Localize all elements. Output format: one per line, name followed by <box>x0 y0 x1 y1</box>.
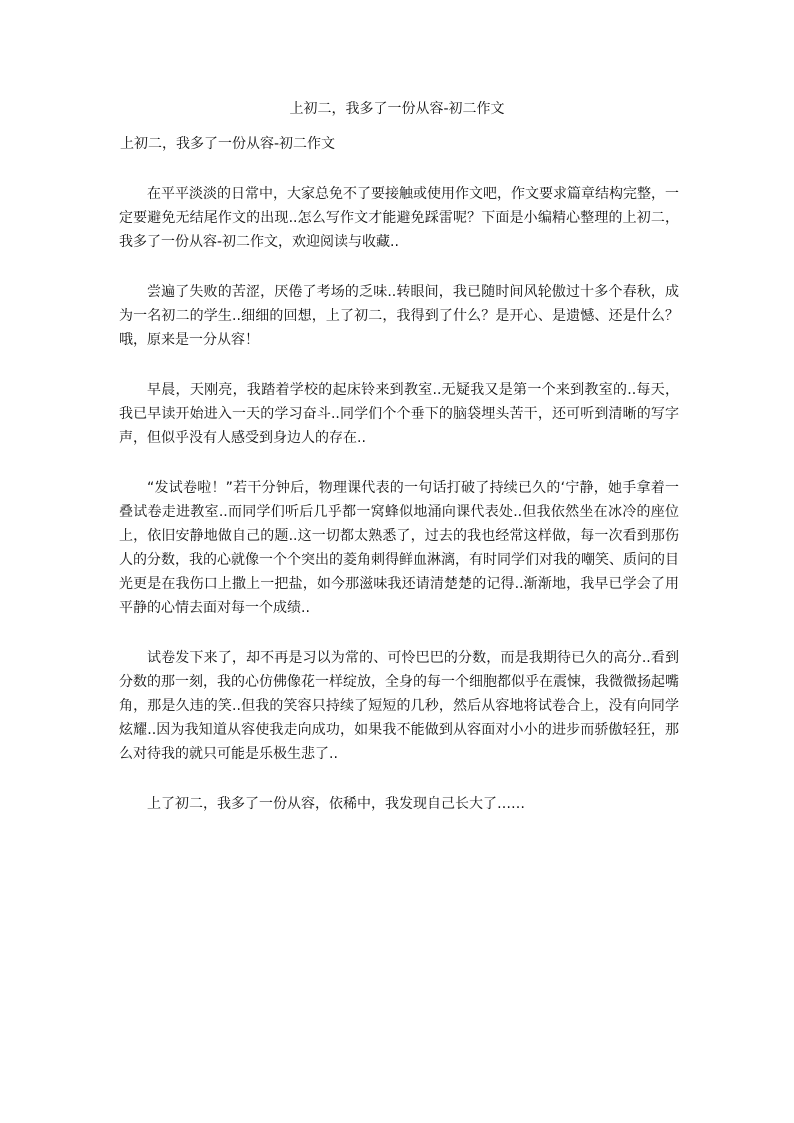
paragraph: 尝遍了失败的苦涩，厌倦了考场的乏味..转眼间，我已随时间风轮傲过十多个春秋，成为一名初二的学生..细细的回想，上了初二，我得到了什么？是开心、是遗憾、还是什么？哦，原来是一分从容！ <box>119 284 679 348</box>
paragraph: 早晨，天刚亮，我踏着学校的起床铃来到教室..无疑我又是第一个来到教室的..每天，我已早读开始进入一天的学习奋斗..同学们个个垂下的脑袋埋头苦干，还可听到清晰的写字声，但似乎没有人感受到身边人的存在.. <box>119 382 679 446</box>
paragraph: 在平平淡淡的日常中，大家总免不了要接触或使用作文吧，作文要求篇章结构完整，一定要避免无结尾作文的出现..怎么写作文才能避免踩雷呢？下面是小编精心整理的上初二，我多了一份从容-初二作文，欢迎阅读与收藏.. <box>119 186 679 250</box>
paragraph: 试卷发下来了，却不再是习以为常的、可怜巴巴的分数，而是我期待已久的高分..看到分数的那一刻，我的心仿佛像花一样绽放，全身的每一个细胞都似乎在震悚，我微微扬起嘴角，那是久违的笑..但我的笑容只持续了短短的几秒，然后从容地将试卷合上，没有向同学炫耀..因为我知道从容使我走向成功，如果我不能做到从容面对小小的进步而骄傲轻狂，那么对待我的就只可能是乐极生悲了.. <box>119 650 679 762</box>
document-subtitle: 上初二，我多了一份从容-初二作文 <box>120 136 336 152</box>
document-body <box>119 182 679 842</box>
document-title: 上初二，我多了一份从容-初二作文 <box>289 101 505 117</box>
paragraph: “发试卷啦！”若干分钟后，物理课代表的一句话打破了持续已久的‘宁静，她手拿着一叠试卷走进教室..而同学们听后几乎都一窝蜂似地涌向课代表处..但我依然坐在冰冷的座位上，依旧安静地做自己的题..这一切都太熟悉了，过去的我也经常这样做，每一次看到那伤人的分数，我的心就像一个个突出的菱角刺得鲜血淋漓，有时同学们对我的嘲笑、质问的目光更是在我伤口上撒上一把盐，如今那滋味我还请清楚楚的记得..渐渐地，我早已学会了用平静的心情去面对每一个成绩.. <box>119 480 679 616</box>
paragraph: 上了初二，我多了一份从容，依稀中，我发现自己长大了…… <box>147 796 525 812</box>
